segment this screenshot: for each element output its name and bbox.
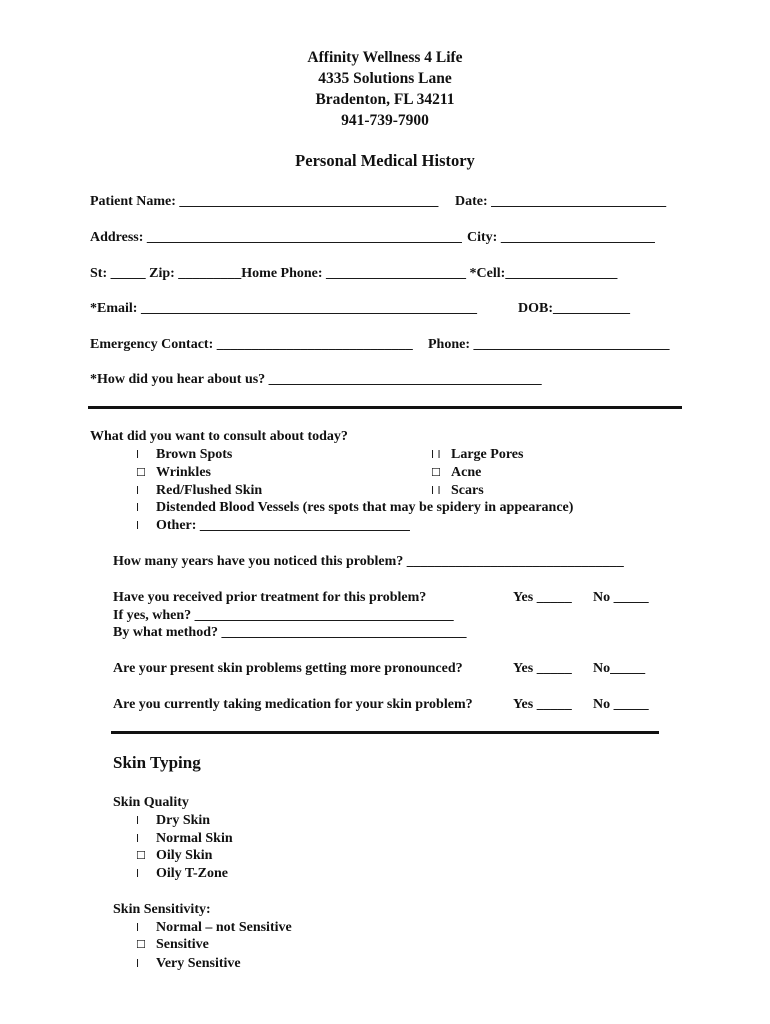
skin-sensitivity-label: Skin Sensitivity: [113,902,211,917]
medication-yes[interactable]: Yes _____ [513,697,572,712]
option-label: Brown Spots [156,447,233,462]
consult-option[interactable] [136,482,262,500]
consult-option[interactable] [431,446,523,464]
consult-option[interactable] [136,517,410,535]
skin-sensitivity-option[interactable] [136,936,209,954]
checkbox-icon[interactable]: l [136,519,140,532]
prior-treatment-no[interactable]: No _____ [593,590,649,605]
email-field[interactable]: *Email: ________________________________________________ [90,301,477,316]
checkbox-icon[interactable]: ☐ [431,466,441,479]
treatment-when-field[interactable]: If yes, when? _____________________________________ [113,608,454,623]
option-label: Large Pores [451,447,524,462]
skin-sensitivity-option[interactable] [136,919,292,937]
option-label: Oily Skin [156,848,213,863]
checkbox-icon[interactable]: ☐ [136,938,146,951]
st-zip-phone-row[interactable]: St: _____ Zip: _________Home Phone: ____________________ *Cell:________________ [90,266,618,281]
skin-typing-heading: Skin Typing [113,753,201,772]
option-label: Normal – not Sensitive [156,920,292,935]
date-field[interactable]: Date: _________________________ [455,194,667,209]
option-label: Red/Flushed Skin [156,483,263,498]
skin-sensitivity-option[interactable] [136,955,241,973]
consult-option[interactable] [136,499,573,517]
checkbox-icon[interactable]: l l [431,448,441,461]
skin-quality-option[interactable] [136,847,212,865]
patient-name-field[interactable]: Patient Name: _____________________________________ [90,194,439,209]
skin-quality-option[interactable] [136,830,233,848]
option-label: Oily T-Zone [156,866,228,881]
checkbox-icon[interactable]: l [136,921,140,934]
pronounced-yes[interactable]: Yes _____ [513,661,572,676]
checkbox-icon[interactable]: l l [431,484,441,497]
option-label: Distended Blood Vessels (res spots that may be spidery in appearance) [156,500,574,515]
checkbox-icon[interactable]: l [136,832,140,845]
consult-option[interactable] [136,464,211,482]
checkbox-icon[interactable]: l [136,501,140,514]
checkbox-icon[interactable]: l [136,448,140,461]
pronounced-question: Are your present skin problems getting more pronounced? [113,661,463,676]
medication-no[interactable]: No _____ [593,697,649,712]
checkbox-icon[interactable]: l [136,484,140,497]
option-label: Dry Skin [156,813,211,828]
prior-treatment-yes[interactable]: Yes _____ [513,590,572,605]
section-divider [111,731,659,734]
skin-quality-option[interactable] [136,865,228,883]
emergency-phone-field[interactable]: Phone: ____________________________ [428,337,670,352]
checkbox-icon[interactable]: l [136,814,140,827]
consult-question: What did you want to consult about today? [90,429,348,444]
skin-quality-option[interactable] [136,812,210,830]
option-label: Very Sensitive [156,956,241,971]
form-title: Personal Medical History [295,151,475,170]
org-phone: 941-739-7900 [341,112,429,129]
medication-question: Are you currently taking medication for your skin problem? [113,697,473,712]
treatment-method-field[interactable]: By what method? ___________________________________ [113,625,467,640]
org-street: 4335 Solutions Lane [318,70,452,87]
consult-option[interactable] [136,446,232,464]
checkbox-icon[interactable]: ☐ [136,466,146,479]
option-label: Acne [451,465,482,480]
skin-quality-label: Skin Quality [113,795,189,810]
option-label: Scars [451,483,484,498]
checkbox-icon[interactable]: ☐ [136,849,146,862]
pronounced-no[interactable]: No_____ [593,661,646,676]
dob-field[interactable]: DOB:___________ [518,301,630,316]
years-noticed-field[interactable]: How many years have you noticed this problem? _______________________________ [113,554,624,569]
address-field[interactable]: Address: _____________________________________________ [90,230,462,245]
emergency-contact-field[interactable]: Emergency Contact: ____________________________ [90,337,413,352]
option-label: Wrinkles [156,465,211,480]
referral-field[interactable]: *How did you hear about us? _______________________________________ [90,372,542,387]
option-label: Other: ______________________________ [156,518,410,533]
section-divider [88,406,682,409]
checkbox-icon[interactable]: l [136,867,140,880]
checkbox-icon[interactable]: l [136,957,140,970]
consult-option[interactable] [431,482,484,500]
option-label: Normal Skin [156,831,233,846]
org-city: Bradenton, FL 34211 [315,91,455,108]
city-field[interactable]: City: ______________________ [467,230,655,245]
consult-option[interactable] [431,464,481,482]
org-name: Affinity Wellness 4 Life [307,49,463,66]
option-label: Sensitive [156,937,209,952]
prior-treatment-question: Have you received prior treatment for this problem? [113,590,427,605]
